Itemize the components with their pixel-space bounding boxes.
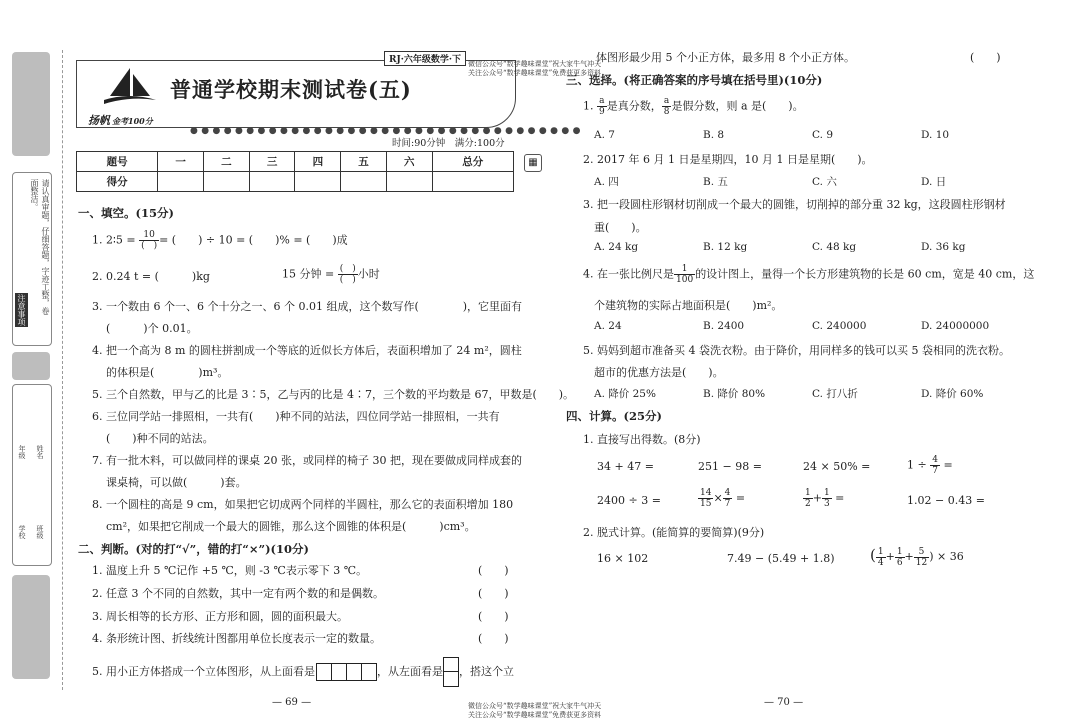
denominator: ( ) bbox=[141, 241, 158, 251]
option[interactable]: C. 六 bbox=[812, 176, 837, 188]
q2b-unit: 小时 bbox=[357, 267, 380, 281]
operator: + bbox=[904, 550, 914, 563]
option[interactable]: D. 日 bbox=[921, 176, 947, 188]
judge-4: 4. 条形统计图、折线统计图都用单位长度表示一定的数量。 bbox=[92, 632, 381, 645]
fraction bbox=[338, 264, 358, 285]
section-judge-title: 二、判断。(对的打“√”，错的打“×”)(10分) bbox=[78, 542, 309, 556]
choice-4-text: 4. 在一张比例尺是 bbox=[583, 267, 674, 281]
notice-label: 注意事项 bbox=[17, 294, 26, 326]
calc-text: = bbox=[732, 491, 746, 505]
fraction bbox=[876, 547, 886, 568]
score-table-header-row bbox=[77, 152, 514, 172]
calc-item: 2400 ÷ 3 = bbox=[597, 494, 661, 507]
option[interactable]: D. 36 kg bbox=[921, 241, 966, 253]
option[interactable]: B. 2400 bbox=[703, 320, 745, 332]
denominator: 3 bbox=[823, 499, 830, 509]
denominator: 7 bbox=[724, 499, 731, 509]
numerator: 1 bbox=[896, 546, 903, 557]
denominator: 15 bbox=[700, 499, 712, 509]
option[interactable]: B. 五 bbox=[703, 176, 728, 188]
decorative-dots: ●●●●●●●●●●●●●●●●●●●●●●●●●●●●●●●●●●● bbox=[190, 126, 584, 136]
calc-item: 34 + 47 = bbox=[597, 460, 654, 473]
calc-item: 16 × 102 bbox=[597, 552, 649, 565]
option[interactable]: B. 降价 80% bbox=[703, 388, 766, 400]
numerator: 1 bbox=[877, 546, 884, 557]
table-cell: 题号 bbox=[77, 152, 158, 172]
answer-paren[interactable]: ( ) bbox=[478, 610, 509, 623]
page-number-left: — 69 — bbox=[272, 697, 312, 708]
brand-subtitle: 金考100分 bbox=[112, 116, 153, 126]
option[interactable]: A. 24 bbox=[594, 320, 622, 332]
watermark-bottom-2: 关注公众号“数学趣味课堂”免费获更多资料 bbox=[468, 711, 602, 719]
watermark-top-1: 微信公众号“数学趣味课堂”祝大家牛气冲天 bbox=[468, 60, 602, 68]
table-cell: 总分 bbox=[432, 152, 513, 172]
table-cell: 六 bbox=[386, 152, 432, 172]
fraction bbox=[674, 264, 695, 285]
school-label: 学校 bbox=[18, 525, 26, 539]
denominator: ( ) bbox=[339, 275, 356, 285]
judge-1: 1. 温度上升 5 ℃记作 +5 ℃，则 -3 ℃表示零下 3 ℃。 bbox=[92, 564, 368, 577]
sailboat-logo-icon bbox=[100, 66, 160, 111]
fraction bbox=[895, 547, 905, 568]
judge-3: 3. 周长相等的长方形、正方形和圆，圆的面积最大。 bbox=[92, 610, 348, 623]
fraction bbox=[822, 488, 832, 509]
option[interactable]: D. 24000000 bbox=[921, 320, 990, 332]
question-2b bbox=[282, 264, 380, 285]
judge-5 bbox=[92, 657, 514, 687]
q1-text: 1. 2∶5 = bbox=[92, 233, 140, 247]
option[interactable]: A. 24 kg bbox=[594, 241, 639, 253]
choice-1-num: 1. bbox=[583, 99, 597, 113]
calc-item bbox=[870, 546, 964, 568]
fraction bbox=[803, 488, 813, 509]
brand-text: 扬帆 bbox=[88, 114, 110, 127]
choice-3b: 重( )。 bbox=[594, 221, 647, 234]
class-label: 班级 bbox=[36, 525, 44, 539]
operator: + bbox=[812, 491, 822, 505]
calc-text: ) × 36 bbox=[929, 550, 964, 563]
q2b-text: 15 分钟 = bbox=[282, 267, 338, 281]
choice-1-text: 是真分数， bbox=[606, 99, 662, 113]
denominator: 9 bbox=[599, 107, 605, 117]
question-3b: ( )个 0.01。 bbox=[106, 322, 198, 335]
choice-4-rest: 的设计图上，量得一个长方形建筑物的长是 60 cm，宽是 40 cm，这 bbox=[695, 267, 1035, 281]
choice-5b: 超市的优惠方法是( )。 bbox=[594, 366, 724, 379]
table-cell: 二 bbox=[204, 152, 250, 172]
question-6a: 6. 三位同学站一排照相，一共有( )种不同的站法，四位同学站一排照相，一共有 bbox=[92, 410, 500, 423]
binding-dashed-line bbox=[62, 50, 63, 690]
binding-tab-top bbox=[12, 52, 50, 156]
option[interactable]: A. 四 bbox=[594, 176, 619, 188]
brand-name bbox=[88, 112, 153, 128]
page-title: 普通学校期末测试卷(五) bbox=[170, 77, 412, 102]
numerator: a bbox=[597, 96, 607, 107]
watermark-top-2: 关注公众号“数学趣味课堂”免费获更多资料 bbox=[468, 69, 602, 77]
question-2a: 2. 0.24 t = ( )kg bbox=[92, 270, 210, 283]
question-4b: 的体积是( )m³。 bbox=[106, 366, 229, 379]
calc-text: = bbox=[831, 491, 845, 505]
table-cell: 五 bbox=[341, 152, 387, 172]
fraction bbox=[723, 488, 733, 509]
denominator: 6 bbox=[896, 557, 903, 568]
numerator: ( ) bbox=[339, 264, 356, 274]
denominator: 100 bbox=[676, 275, 694, 285]
calc-item: 24 × 50% = bbox=[803, 460, 871, 473]
answer-paren[interactable]: ( ) bbox=[478, 632, 509, 645]
option[interactable]: B. 12 kg bbox=[703, 241, 748, 253]
name-label: 姓名 bbox=[36, 445, 44, 459]
judge-5-text-c: ，搭这个立 bbox=[459, 665, 514, 678]
operator: × bbox=[713, 491, 723, 505]
abacus-icon: ▦ bbox=[524, 154, 542, 172]
paren-open: ( bbox=[870, 546, 876, 564]
watermark-bottom-1: 微信公众号“数学趣味课堂”祝大家牛气冲天 bbox=[468, 702, 602, 710]
calc-item: 251 − 98 = bbox=[698, 460, 762, 473]
calc-item bbox=[698, 488, 745, 509]
score-cell[interactable] bbox=[204, 172, 250, 192]
calc-item bbox=[803, 488, 844, 509]
question-8b: cm²，如果把它削成一个最大的圆锥，那么这个圆锥的体积是( )cm³。 bbox=[106, 520, 476, 533]
question-6b: ( )种不同的站法。 bbox=[106, 432, 214, 445]
score-cell[interactable] bbox=[386, 172, 432, 192]
notice-box bbox=[12, 172, 52, 346]
score-cell[interactable] bbox=[432, 172, 513, 192]
page-number-right: — 70 — bbox=[764, 697, 804, 708]
table-cell: 四 bbox=[295, 152, 341, 172]
fraction bbox=[914, 547, 929, 568]
question-8a: 8. 一个圆柱的高是 9 cm，如果把它切成两个同样的半圆柱，那么它的表面积增加 180 bbox=[92, 498, 514, 511]
section-fill-title: 一、填空。(15分) bbox=[78, 206, 174, 220]
binding-tab-middle bbox=[12, 352, 50, 380]
judge-2: 2. 任意 3 个不同的自然数，其中一定有两个数的和是偶数。 bbox=[92, 587, 384, 600]
table-cell: 一 bbox=[158, 152, 204, 172]
numerator: 5 bbox=[914, 547, 929, 558]
denominator: 8 bbox=[663, 107, 670, 117]
option[interactable]: B. 8 bbox=[703, 129, 725, 141]
numerator: 14 bbox=[700, 488, 712, 498]
table-cell: 三 bbox=[249, 152, 295, 172]
calc-part1-title: 1. 直接写出得数。(8分) bbox=[583, 433, 701, 446]
fraction bbox=[139, 230, 159, 251]
answer-paren[interactable]: ( ) bbox=[970, 51, 1001, 64]
choice-1 bbox=[583, 96, 804, 117]
fraction bbox=[597, 96, 607, 117]
calc-part2-title: 2. 脱式计算。(能简算的要简算)(9分) bbox=[583, 526, 765, 539]
option[interactable]: C. 打八折 bbox=[812, 388, 858, 400]
denominator: 4 bbox=[877, 557, 884, 568]
score-table bbox=[76, 151, 514, 192]
answer-paren[interactable]: ( ) bbox=[478, 564, 509, 577]
score-cell[interactable] bbox=[249, 172, 295, 192]
numerator: 1 bbox=[823, 488, 830, 498]
calc-item: 7.49 − (5.49 + 1.8) bbox=[727, 552, 835, 565]
option[interactable]: C. 240000 bbox=[812, 320, 867, 332]
calc-text: = bbox=[939, 458, 953, 472]
table-cell: 得分 bbox=[77, 172, 158, 192]
time-score: 时间:90分钟 满分:100分 bbox=[392, 138, 505, 149]
score-cell[interactable] bbox=[158, 172, 204, 192]
choice-2: 2. 2017 年 6 月 1 日是星期四，10 月 1 日是星期( )。 bbox=[583, 153, 873, 166]
numerator: 4 bbox=[724, 488, 731, 498]
left-view-figure bbox=[443, 657, 459, 687]
option[interactable]: C. 9 bbox=[812, 129, 834, 141]
calc-item: 1.02 − 0.43 = bbox=[907, 494, 985, 507]
notice-text: 请认真审题，仔细答题，字迹工整，卷面整洁。 bbox=[30, 179, 50, 315]
grade-badge: RJ·六年级数学·下 bbox=[384, 51, 466, 66]
denominator: 7 bbox=[932, 466, 938, 476]
question-5: 5. 三个自然数，甲与乙的比是 3∶5，乙与丙的比是 4∶7，三个数的平均数是 67，甲数是( )。 bbox=[92, 388, 575, 401]
fraction bbox=[662, 96, 672, 117]
calc-item bbox=[907, 455, 953, 476]
option[interactable]: C. 48 kg bbox=[812, 241, 857, 253]
option[interactable]: A. 7 bbox=[594, 129, 615, 141]
option[interactable]: D. 降价 60% bbox=[921, 388, 984, 400]
student-info-box bbox=[12, 384, 52, 566]
numerator: 4 bbox=[932, 455, 938, 465]
operator: + bbox=[885, 550, 895, 563]
fraction bbox=[698, 488, 713, 509]
question-7b: 课桌椅，可以做( )套。 bbox=[106, 476, 247, 489]
score-cell[interactable] bbox=[295, 172, 341, 192]
numerator: a bbox=[662, 96, 672, 107]
choice-4a bbox=[583, 264, 1034, 285]
judge-5-continued: 体图形最少用 5 个小正方体，最多用 8 个小正方体。 bbox=[596, 51, 855, 64]
choice-1-rest: 是假分数，则 a 是( )。 bbox=[671, 99, 804, 113]
choice-3a: 3. 把一段圆柱形钢材切削成一个最大的圆锥，切削掉的部分重 32 kg，这段圆柱形钢材 bbox=[583, 198, 1006, 211]
option[interactable]: D. 10 bbox=[921, 129, 950, 141]
calc-text: 1 ÷ bbox=[907, 458, 931, 472]
option[interactable]: A. 降价 25% bbox=[594, 388, 656, 400]
numerator: 1 bbox=[805, 488, 811, 498]
denominator: 12 bbox=[915, 557, 928, 568]
score-cell[interactable] bbox=[341, 172, 387, 192]
choice-5a: 5. 妈妈到超市准备买 4 袋洗衣粉。由于降价，用同样多的钱可以买 5 袋相同的洗衣粉。 bbox=[583, 344, 1010, 357]
binding-tab-bottom bbox=[12, 575, 50, 679]
numerator: 10 bbox=[139, 230, 159, 241]
score-table-score-row bbox=[77, 172, 514, 192]
judge-5-text-b: ，从左面看是 bbox=[377, 665, 443, 678]
numerator: 1 bbox=[674, 264, 695, 275]
question-1 bbox=[92, 230, 348, 251]
top-view-figure bbox=[317, 663, 377, 681]
answer-paren[interactable]: ( ) bbox=[478, 587, 509, 600]
question-3a: 3. 一个数由 6 个一、6 个十分之一、6 个 0.01 组成，这个数写作( )，它里面有 bbox=[92, 300, 523, 313]
fraction bbox=[930, 455, 940, 476]
grade-label: 年级 bbox=[18, 445, 26, 459]
section-calc-title: 四、计算。(25分) bbox=[566, 409, 662, 423]
section-choice-title: 三、选择。(将正确答案的序号填在括号里)(10分) bbox=[566, 73, 823, 87]
choice-4b: 个建筑物的实际占地面积是( )m²。 bbox=[594, 299, 783, 312]
judge-5-text-a: 5. 用小正方体搭成一个立体图形，从上面看是 bbox=[92, 665, 315, 678]
q1-rest: = ( ) ÷ 10 = ( )% = ( )成 bbox=[159, 233, 348, 247]
denominator: 2 bbox=[805, 499, 811, 509]
question-4a: 4. 把一个高为 8 m 的圆柱拼割成一个等底的近似长方体后，表面积增加了 24 m²，圆柱 bbox=[92, 344, 522, 357]
question-7a: 7. 有一批木料，可以做同样的课桌 20 张，或同样的椅子 30 把，现在要做成同样成套的 bbox=[92, 454, 522, 467]
